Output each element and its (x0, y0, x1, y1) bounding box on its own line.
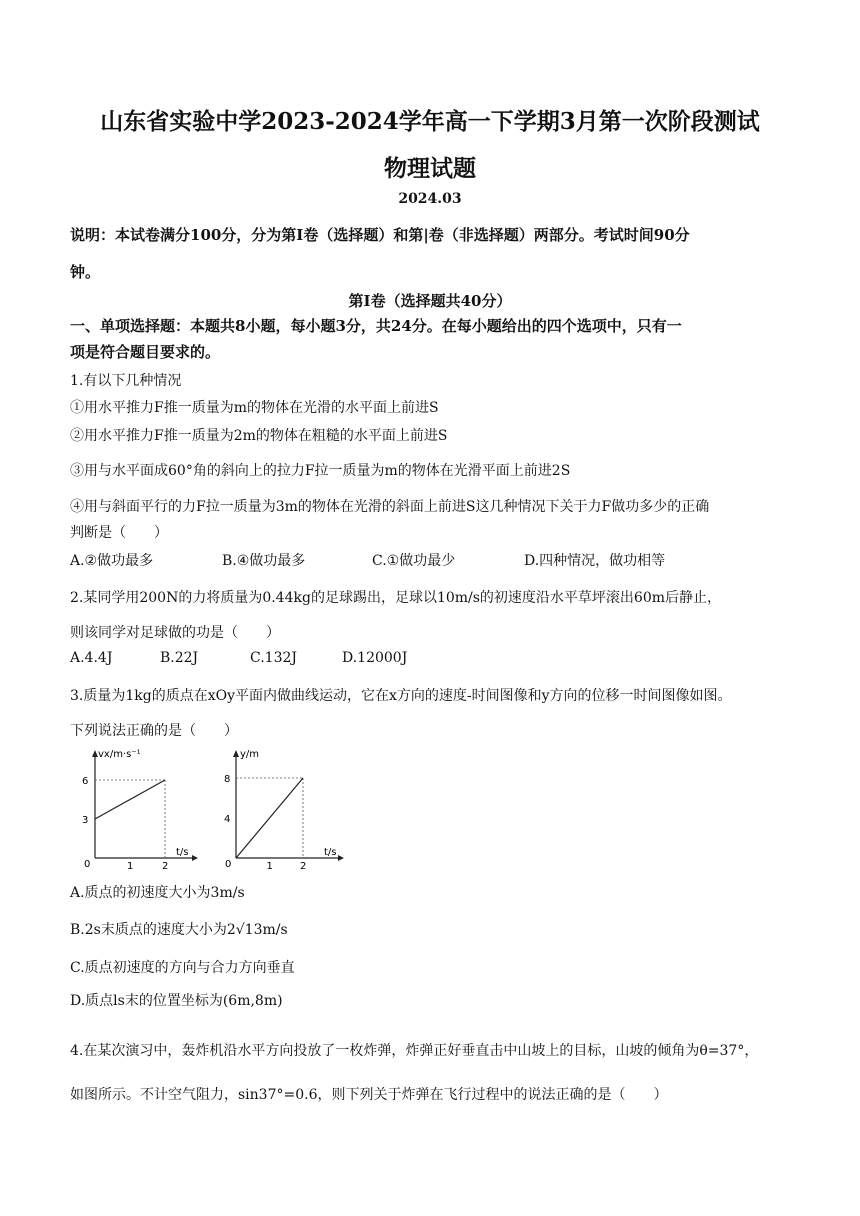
q1-option-b: B.④做功最多 (222, 553, 306, 569)
vx-graph-xtick-1: 1 (127, 861, 134, 870)
vx-graph-ylabel: vx/m·s⁻¹ (98, 749, 141, 760)
y-graph-xlabel: t/s (324, 847, 337, 858)
section-intro-line2: 项是符合题目要求的。 (70, 343, 221, 361)
q4-stem: 4.在某次演习中，轰炸机沿水平方向投放了一枚炸弹，炸弹正好垂直击中山坡上的目标，山坡的倾角为θ=37°， (70, 1043, 759, 1059)
y-graph-x-arrow (338, 855, 344, 861)
instructions-line2: 钟。 (70, 263, 101, 281)
q3-option-d: D.质点ls末的位置坐标为(6m,8m) (70, 993, 283, 1009)
q1-stem: 1.有以下几种情况 (70, 373, 182, 389)
vx-graph-ytick-3: 3 (82, 815, 89, 826)
q2-option-c: C.132J (250, 650, 297, 666)
exam-title: 山东省实验中学2023-2024学年高一下学期3月第一次阶段测试 (100, 108, 760, 135)
q3-option-a: A.质点的初速度大小为3m/s (70, 885, 245, 901)
exam-subtitle: 物理试题 (384, 155, 476, 182)
q2-option-a: A.4.4J (70, 650, 113, 666)
y-graph-ytick-8: 8 (224, 774, 231, 785)
q2-option-d: D.12000J (342, 650, 408, 666)
vx-t-graph (70, 745, 200, 870)
y-graph-series-line (236, 778, 303, 858)
q3-option-c: C.质点初速度的方向与合力方向垂直 (70, 960, 295, 976)
q2-stem-cont: 则该同学对足球做的功是（ ） (70, 625, 280, 641)
vx-graph-xlabel: t/s (176, 847, 189, 858)
q1-option-a: A.②做功最多 (70, 553, 154, 569)
y-graph-y-arrow (233, 750, 239, 757)
q1-case-3: ③用与水平面成60°角的斜向上的拉力F拉一质量为m的物体在光滑平面上前进2S (70, 463, 571, 479)
section-title: 第I卷（选择题共40分） (348, 292, 512, 310)
q2-option-b: B.22J (160, 650, 199, 666)
vx-graph-ytick-6: 6 (82, 776, 89, 787)
q1-case-2: ②用水平推力F推一质量为2m的物体在粗糙的水平面上前进S (70, 428, 448, 444)
y-graph-ytick-4: 4 (224, 814, 231, 825)
q1-case-4-cont: 判断是（ ） (70, 525, 168, 541)
q1-option-d: D.四种情况，做功相等 (524, 553, 666, 569)
q4-stem-cont: 如图所示。不计空气阻力，sin37°=0.6，则下列关于炸弹在飞行过程中的说法正确的是（ ） (70, 1087, 668, 1103)
q3-option-b: B.2s末质点的速度大小为2√13m/s (70, 922, 288, 938)
instructions-line1: 说明：本试卷满分100分，分为第I卷（选择题）和第|卷（非选择题）两部分。考试时间90分 (70, 226, 690, 244)
q3-stem-cont: 下列说法正确的是（ ） (70, 723, 238, 739)
y-graph-xtick-0: 0 (225, 859, 232, 870)
vx-graph-xtick-2: 2 (162, 861, 169, 870)
q1-option-c: C.①做功最少 (372, 553, 456, 569)
q3-stem: 3.质量为1kg的质点在xOy平面内做曲线运动，它在x方向的速度-时间图像和y方向的位移一时间图像如图。 (70, 688, 732, 704)
q1-case-1: ①用水平推力F推一质量为m的物体在光滑的水平面上前进S (70, 400, 439, 416)
section-intro-line1: 一、单项选择题：本题共8小题，每小题3分，共24分。在每小题给出的四个选项中，只有一 (70, 317, 682, 335)
vx-graph-x-arrow (192, 855, 198, 861)
y-t-graph (213, 745, 348, 870)
vx-graph-series-line (95, 780, 165, 819)
y-graph-ylabel: y/m (240, 749, 260, 760)
exam-date: 2024.03 (398, 191, 462, 207)
q1-case-4: ④用与斜面平行的力F拉一质量为3m的物体在光滑的斜面上前进S这几种情况下关于力F做功多少的正确 (70, 499, 710, 515)
y-graph-xtick-2: 2 (300, 861, 307, 870)
y-graph-xtick-1: 1 (266, 861, 273, 870)
vx-graph-xtick-0: 0 (84, 859, 91, 870)
q2-stem: 2.某同学用200N的力将质量为0.44kg的足球踢出，足球以10m/s的初速度沿水平草坪滚出60m后静止， (70, 590, 722, 606)
